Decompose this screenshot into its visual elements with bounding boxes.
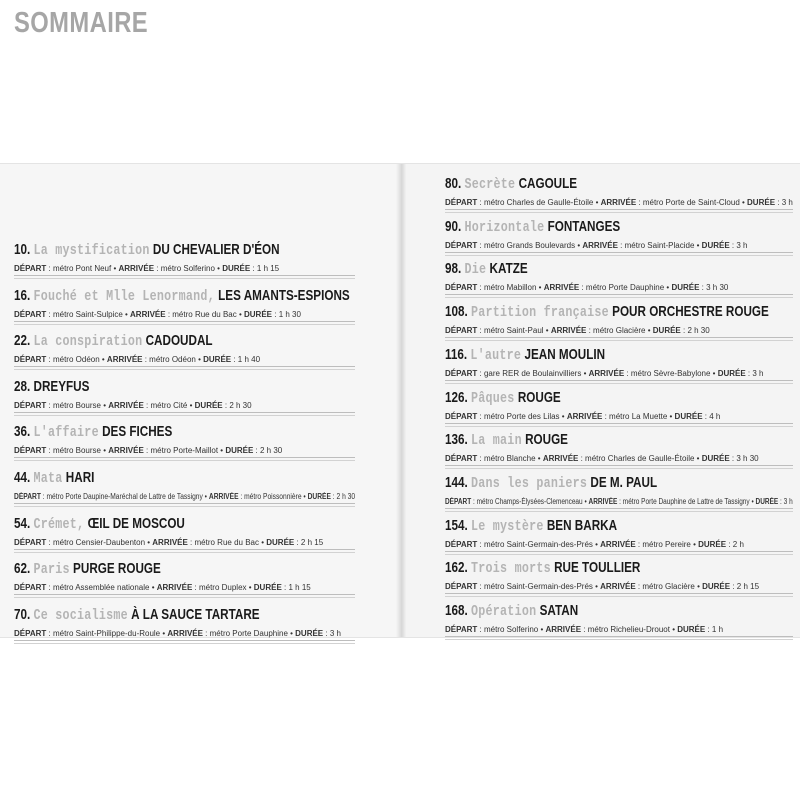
duree-value: 3 h xyxy=(752,368,764,378)
toc-entry xyxy=(445,175,793,215)
depart-label: DÉPART xyxy=(445,539,478,549)
entry-itinerary: DÉPART : métro Saint-Sulpice • ARRIVÉE : métro Rue du Bac • DURÉE : 1 h 30 xyxy=(14,309,301,319)
duree-value: 2 h 15 xyxy=(300,537,324,547)
depart-value: métro Saint-Paul xyxy=(483,326,544,336)
page-number: 80. xyxy=(445,175,462,192)
arrivee-value: métro Glacière xyxy=(642,582,695,592)
depart-value: métro Saint-Philippe-du-Roule xyxy=(52,628,161,638)
entry-title: POUR ORCHESTRE ROUGE xyxy=(612,303,769,321)
duree-label: DURÉE xyxy=(701,454,730,464)
toc-entry xyxy=(445,602,793,642)
depart-value: métro Censier-Daubenton xyxy=(52,537,146,547)
page-number: 168. xyxy=(445,602,468,619)
entry-itinerary: DÉPART : métro Saint-Paul • ARRIVÉE : métro Glacière • DURÉE : 2 h 30 xyxy=(445,326,710,336)
duree-value: 2 h 30 xyxy=(687,326,710,336)
divider-line xyxy=(14,549,355,550)
duree-value: 3 h xyxy=(781,198,793,207)
entry-title: LES AMANTS-ESPIONS xyxy=(218,286,350,304)
arrivee-label: ARRIVÉE xyxy=(108,400,144,410)
duree-value: 1 h 30 xyxy=(278,309,301,319)
arrivee-label: ARRIVÉE xyxy=(543,283,580,293)
divider-line xyxy=(445,426,793,427)
divider-line xyxy=(445,596,793,597)
entry-heading xyxy=(445,218,620,237)
duree-value: 1 h 40 xyxy=(237,355,261,365)
entry-itinerary: DÉPART : métro Mabillon • ARRIVÉE : métro Porte Dauphine • DURÉE : 3 h 30 xyxy=(445,283,729,293)
depart-label: DÉPART xyxy=(445,326,478,336)
divider-line xyxy=(14,321,355,322)
entry-heading xyxy=(445,517,617,536)
arrivee-value: métro Duplex xyxy=(198,583,247,593)
duree-label: DURÉE xyxy=(307,492,331,501)
arrivee-value: métro Odéon xyxy=(149,355,196,365)
entry-title: HARI xyxy=(65,469,95,486)
arrivee-label: ARRIVÉE xyxy=(152,537,188,547)
divider-line xyxy=(14,597,355,598)
depart-label: DÉPART xyxy=(445,240,478,250)
divider-line xyxy=(445,297,793,298)
page-number: 22. xyxy=(14,332,31,350)
arrivee-label: ARRIVÉE xyxy=(600,582,636,592)
entry-subtitle: La mystification xyxy=(33,242,150,259)
arrivee-value: métro Pereire xyxy=(642,539,691,549)
depart-value: métro Bourse xyxy=(52,400,101,410)
duree-value: 2 h 30 xyxy=(336,492,356,501)
entry-heading xyxy=(445,175,577,194)
divider-line xyxy=(445,209,793,210)
entry-title: FONTANGES xyxy=(547,217,621,235)
page-number: 16. xyxy=(14,286,31,304)
divider-line xyxy=(14,460,355,461)
entry-title: ROUGE xyxy=(517,388,561,406)
duree-value: 3 h xyxy=(329,628,341,638)
divider-line xyxy=(14,457,355,458)
duree-value: 1 h 15 xyxy=(256,264,280,273)
depart-label: DÉPART xyxy=(14,446,47,456)
duree-value: 2 h xyxy=(732,539,744,549)
arrivee-label: ARRIVÉE xyxy=(588,368,625,378)
arrivee-label: ARRIVÉE xyxy=(208,492,239,501)
entry-subtitle: Horizontale xyxy=(464,218,545,236)
depart-label: DÉPART xyxy=(445,283,478,293)
duree-label: DURÉE xyxy=(674,411,703,421)
entry-heading xyxy=(14,469,94,488)
arrivee-value: métro Sèvre-Babylone xyxy=(630,368,711,378)
duree-label: DURÉE xyxy=(652,326,681,336)
divider-line xyxy=(14,415,355,416)
entry-subtitle: Trois morts xyxy=(471,560,551,578)
duree-value: 1 h xyxy=(711,625,724,634)
entry-subtitle: Dans les paniers xyxy=(471,474,588,492)
divider-line xyxy=(14,369,355,370)
entry-heading xyxy=(445,559,640,578)
entry-heading xyxy=(14,606,260,625)
entry-heading xyxy=(14,287,350,306)
divider-line xyxy=(14,552,355,553)
arrivee-label: ARRIVÉE xyxy=(130,309,166,319)
entry-itinerary: DÉPART : métro Odéon • ARRIVÉE : métro Odéon • DURÉE : 1 h 40 xyxy=(14,355,261,365)
divider-line xyxy=(445,383,793,384)
depart-label: DÉPART xyxy=(14,628,47,638)
depart-label: DÉPART xyxy=(14,355,47,365)
duree-label: DURÉE xyxy=(702,582,731,592)
duree-label: DURÉE xyxy=(747,198,776,207)
entry-subtitle: L'autre xyxy=(470,346,522,364)
depart-value: métro Saint-Germain-des-Prés xyxy=(483,582,593,592)
arrivee-label: ARRIVÉE xyxy=(156,583,193,593)
depart-value: métro Saint-Germain-des-Prés xyxy=(483,539,593,549)
arrivee-value: métro Charles de Gaulle-Étoile xyxy=(585,454,695,464)
toc-entry xyxy=(445,559,793,599)
toc-entry xyxy=(445,474,793,514)
arrivee-label: ARRIVÉE xyxy=(108,446,144,456)
depart-label: DÉPART xyxy=(14,492,41,501)
toc-entry xyxy=(445,389,793,429)
entry-itinerary: DÉPART : métro Grands Boulevards • ARRIVÉE : métro Saint-Placide • DURÉE : 3 h xyxy=(445,240,748,250)
arrivee-label: ARRIVÉE xyxy=(582,240,618,250)
arrivee-label: ARRIVÉE xyxy=(545,625,582,634)
depart-value: métro Blanche xyxy=(483,454,536,464)
divider-line xyxy=(14,503,355,504)
duree-label: DURÉE xyxy=(225,446,254,456)
divider-line xyxy=(14,412,355,413)
entry-heading xyxy=(14,423,172,442)
page-title: SOMMAIRE xyxy=(14,7,149,39)
arrivee-value: métro Porte-Maillot xyxy=(150,446,219,456)
book-gutter xyxy=(396,164,406,637)
duree-label: DURÉE xyxy=(698,539,727,549)
toc-entry xyxy=(445,517,793,557)
entry-title: DES FICHES xyxy=(102,423,173,441)
entry-title: KATZE xyxy=(489,260,528,278)
duree-value: 1 h 15 xyxy=(288,583,311,593)
entry-itinerary: DÉPART : métro Solferino • ARRIVÉE : métro Richelieu-Drouot • DURÉE : 1 h xyxy=(445,625,724,634)
page-number: 54. xyxy=(14,514,31,532)
page-number: 90. xyxy=(445,217,462,235)
duree-label: DURÉE xyxy=(717,368,746,378)
entry-itinerary: DÉPART : métro Saint-Germain-des-Prés • ARRIVÉE : métro Glacière • DURÉE : 2 h 15 xyxy=(445,582,760,592)
divider-line xyxy=(445,212,793,213)
duree-label: DURÉE xyxy=(677,625,706,634)
arrivee-value: métro Cité xyxy=(150,400,188,410)
duree-value: 4 h xyxy=(709,411,721,421)
toc-entry xyxy=(445,346,793,386)
entry-heading xyxy=(14,378,89,396)
entry-title: ROUGE xyxy=(525,431,568,449)
entry-itinerary: DÉPART : métro Saint-Philippe-du-Roule • ARRIVÉE : métro Porte Dauphine • DURÉE : 3 h xyxy=(14,628,341,638)
divider-line xyxy=(14,278,355,279)
duree-value: 2 h 15 xyxy=(736,582,760,592)
divider-line xyxy=(445,511,793,512)
depart-value: métro Mabillon xyxy=(483,283,537,293)
arrivee-value: métro Saint-Placide xyxy=(624,240,695,250)
divider-line xyxy=(445,551,793,552)
entry-heading xyxy=(445,389,561,408)
toc-entry xyxy=(14,560,355,600)
toc-entry xyxy=(445,218,793,258)
duree-value: 3 h xyxy=(736,240,748,250)
page-number: 154. xyxy=(445,516,468,534)
toc-entry xyxy=(445,260,793,300)
depart-label: DÉPART xyxy=(14,583,47,593)
entry-heading xyxy=(14,515,185,534)
arrivee-value: métro Porte Dauphine xyxy=(585,283,665,293)
depart-label: DÉPART xyxy=(445,368,478,378)
depart-value: métro Solferino xyxy=(483,625,539,634)
divider-line xyxy=(445,465,793,466)
page-number: 70. xyxy=(14,605,31,623)
duree-label: DURÉE xyxy=(244,309,273,319)
entry-itinerary: DÉPART : métro Champs-Élysées-Clemenceau • ARRIVÉE : métro Porte Dauphine de Lattre de Tassigny • DURÉE : 3 h xyxy=(445,496,793,506)
duree-label: DURÉE xyxy=(266,537,295,547)
entry-itinerary: DÉPART : métro Blanche • ARRIVÉE : métro Charles de Gaulle-Étoile • DURÉE : 3 h 30 xyxy=(445,454,759,464)
divider-line xyxy=(14,640,355,641)
page-number: 98. xyxy=(445,260,462,278)
depart-label: DÉPART xyxy=(14,264,47,273)
arrivee-label: ARRIVÉE xyxy=(550,326,587,336)
divider-line xyxy=(445,593,793,594)
entry-title: CADOUDAL xyxy=(145,332,213,350)
arrivee-value: métro Richelieu-Drouot xyxy=(587,625,670,634)
depart-value: gare RER de Boulainvilliers xyxy=(483,368,582,378)
arrivee-label: ARRIVÉE xyxy=(588,496,618,506)
depart-value: métro Saint-Sulpice xyxy=(52,309,123,319)
entry-heading xyxy=(445,303,769,322)
divider-line xyxy=(14,366,355,367)
entry-subtitle: Le mystère xyxy=(471,517,544,535)
entry-title: DU CHEVALIER D'ÉON xyxy=(152,241,280,258)
arrivee-value: métro Rue du Bac xyxy=(172,309,237,319)
depart-label: DÉPART xyxy=(445,454,478,464)
entry-itinerary: DÉPART : métro Pont Neuf • ARRIVÉE : métro Solferino • DURÉE : 1 h 15 xyxy=(14,264,280,273)
page-number: 162. xyxy=(445,559,468,577)
depart-label: DÉPART xyxy=(14,309,47,319)
toc-entry xyxy=(14,423,355,463)
divider-line xyxy=(445,508,793,509)
depart-label: DÉPART xyxy=(445,496,472,506)
entry-heading xyxy=(445,431,568,450)
divider-line xyxy=(445,252,793,253)
arrivee-value: métro Glacière xyxy=(593,326,646,336)
divider-line xyxy=(445,423,793,424)
arrivee-label: ARRIVÉE xyxy=(600,198,637,207)
depart-value: métro Assemblée nationale xyxy=(52,583,150,593)
divider-line xyxy=(14,324,355,325)
entry-itinerary: DÉPART : métro Bourse • ARRIVÉE : métro Porte-Maillot • DURÉE : 2 h 30 xyxy=(14,446,283,456)
entry-heading xyxy=(445,602,578,621)
duree-value: 2 h 30 xyxy=(229,400,252,410)
toc-entry xyxy=(14,606,355,646)
divider-line xyxy=(445,554,793,555)
page-number: 116. xyxy=(445,345,468,363)
page-number: 28. xyxy=(14,377,31,395)
entry-itinerary: DÉPART : métro Porte des Lilas • ARRIVÉE : métro La Muette • DURÉE : 4 h xyxy=(445,411,721,421)
toc-entry xyxy=(445,431,793,471)
entry-heading xyxy=(14,241,280,260)
arrivee-label: ARRIVÉE xyxy=(106,355,143,365)
page-number: 108. xyxy=(445,303,468,321)
divider-line xyxy=(14,275,355,276)
page-number: 10. xyxy=(14,241,31,258)
entry-subtitle: L'affaire xyxy=(33,424,99,442)
entry-subtitle: Die xyxy=(464,261,487,279)
entry-subtitle: Opération xyxy=(471,603,537,620)
duree-value: 3 h 30 xyxy=(706,283,729,293)
divider-line xyxy=(14,643,355,644)
arrivee-value: métro Poissonnière xyxy=(244,492,302,501)
entry-title: DREYFUS xyxy=(33,377,90,395)
entry-subtitle: Secrète xyxy=(464,176,516,193)
arrivee-value: métro Porte de Saint-Cloud xyxy=(642,198,740,207)
duree-label: DURÉE xyxy=(295,628,324,638)
arrivee-value: métro Porte Dauphine xyxy=(209,628,288,638)
page-number: 144. xyxy=(445,473,468,491)
divider-line xyxy=(14,594,355,595)
entry-heading xyxy=(445,260,528,279)
arrivee-value: métro Solferino xyxy=(160,264,215,273)
divider-line xyxy=(445,294,793,295)
divider-line xyxy=(445,636,793,637)
entry-title: CAGOULE xyxy=(518,175,578,192)
entry-title: À LA SAUCE TARTARE xyxy=(131,605,260,623)
divider-line xyxy=(445,255,793,256)
arrivee-value: métro Porte Dauphine de Lattre de Tassigny xyxy=(622,496,750,506)
entry-subtitle: La main xyxy=(471,432,522,450)
entry-itinerary: DÉPART : métro Censier-Daubenton • ARRIVÉE : métro Rue du Bac • DURÉE : 2 h 15 xyxy=(14,537,324,547)
depart-value: métro Porte Daupine-Maréchal de Lattre de Tassigny xyxy=(46,492,203,501)
depart-label: DÉPART xyxy=(14,537,47,547)
duree-label: DURÉE xyxy=(194,400,223,410)
toc-entry xyxy=(14,287,355,327)
duree-label: DURÉE xyxy=(755,496,779,506)
depart-value: métro Grands Boulevards xyxy=(483,240,576,250)
entry-subtitle: La conspiration xyxy=(33,333,143,351)
duree-value: 3 h 30 xyxy=(736,454,759,464)
toc-entry xyxy=(445,303,793,343)
entry-itinerary: DÉPART : gare RER de Boulainvilliers • ARRIVÉE : métro Sèvre-Babylone • DURÉE : 3 h xyxy=(445,368,764,378)
entry-heading xyxy=(14,332,213,351)
entry-heading xyxy=(445,346,605,365)
entry-subtitle: Crémet, xyxy=(33,515,85,533)
page-number: 44. xyxy=(14,469,31,486)
entry-subtitle: Mata xyxy=(33,470,63,487)
toc-entry xyxy=(14,515,355,555)
arrivee-label: ARRIVÉE xyxy=(167,628,203,638)
arrivee-value: métro Rue du Bac xyxy=(194,537,259,547)
toc-entry xyxy=(14,469,355,509)
page-number: 126. xyxy=(445,388,468,406)
depart-value: métro Charles de Gaulle-Étoile xyxy=(483,198,594,207)
depart-label: DÉPART xyxy=(445,411,478,421)
divider-line xyxy=(445,468,793,469)
duree-label: DURÉE xyxy=(203,355,232,365)
divider-line xyxy=(445,639,793,640)
depart-value: métro Porte des Lilas xyxy=(483,411,560,421)
entry-subtitle: Pâques xyxy=(471,389,515,407)
duree-value: 3 h xyxy=(783,496,793,506)
page-number: 136. xyxy=(445,431,468,449)
depart-value: métro Bourse xyxy=(52,446,101,456)
duree-label: DURÉE xyxy=(701,240,730,250)
entry-itinerary: DÉPART : métro Porte Daupine-Maréchal de Lattre de Tassigny • ARRIVÉE : métro Poissonnière • DURÉE : 2 h 30 xyxy=(14,492,356,501)
entry-heading xyxy=(14,560,161,579)
toc-entry xyxy=(14,241,355,281)
entry-title: JEAN MOULIN xyxy=(524,345,606,363)
entry-itinerary: DÉPART : métro Saint-Germain-des-Prés • ARRIVÉE : métro Pereire • DURÉE : 2 h xyxy=(445,539,744,549)
arrivee-label: ARRIVÉE xyxy=(542,454,579,464)
entry-title: DE M. PAUL xyxy=(590,473,658,491)
divider-line xyxy=(445,380,793,381)
depart-label: DÉPART xyxy=(445,625,478,634)
entry-subtitle: Fouché et Mlle Lenormand, xyxy=(33,287,215,305)
entry-title: SATAN xyxy=(539,602,579,619)
entry-subtitle: Ce socialisme xyxy=(33,606,128,624)
arrivee-label: ARRIVÉE xyxy=(600,539,636,549)
entry-title: RUE TOULLIER xyxy=(554,559,641,577)
toc-entry xyxy=(14,332,355,372)
duree-label: DURÉE xyxy=(253,583,282,593)
divider-line xyxy=(445,337,793,338)
entry-itinerary: DÉPART : métro Bourse • ARRIVÉE : métro Cité • DURÉE : 2 h 30 xyxy=(14,400,252,410)
depart-value: métro Champs-Élysées-Clemenceau xyxy=(476,496,583,506)
entry-title: ŒIL DE MOSCOU xyxy=(87,514,185,532)
duree-label: DURÉE xyxy=(671,283,700,293)
depart-value: métro Pont Neuf xyxy=(52,264,112,273)
divider-line xyxy=(445,340,793,341)
depart-label: DÉPART xyxy=(445,582,478,592)
depart-label: DÉPART xyxy=(14,400,47,410)
entry-title: BEN BARKA xyxy=(546,516,618,534)
entry-subtitle: Partition française xyxy=(471,304,609,322)
divider-line xyxy=(14,506,355,507)
entry-subtitle: Paris xyxy=(33,561,70,579)
entry-itinerary: DÉPART : métro Charles de Gaulle-Étoile • ARRIVÉE : métro Porte de Saint-Cloud • DURÉE : 3 h xyxy=(445,198,793,207)
duree-label: DURÉE xyxy=(222,264,251,273)
duree-value: 2 h 30 xyxy=(260,446,283,456)
entry-title: PURGE ROUGE xyxy=(73,560,161,578)
entry-heading xyxy=(445,474,657,493)
arrivee-value: métro La Muette xyxy=(609,411,668,421)
depart-label: DÉPART xyxy=(445,198,478,207)
depart-value: métro Odéon xyxy=(52,355,100,365)
toc-entry xyxy=(14,378,355,418)
page-number: 36. xyxy=(14,423,31,441)
entry-itinerary: DÉPART : métro Assemblée nationale • ARRIVÉE : métro Duplex • DURÉE : 1 h 15 xyxy=(14,583,311,593)
arrivee-label: ARRIVÉE xyxy=(118,264,155,273)
arrivee-label: ARRIVÉE xyxy=(566,411,603,421)
page-number: 62. xyxy=(14,560,31,578)
